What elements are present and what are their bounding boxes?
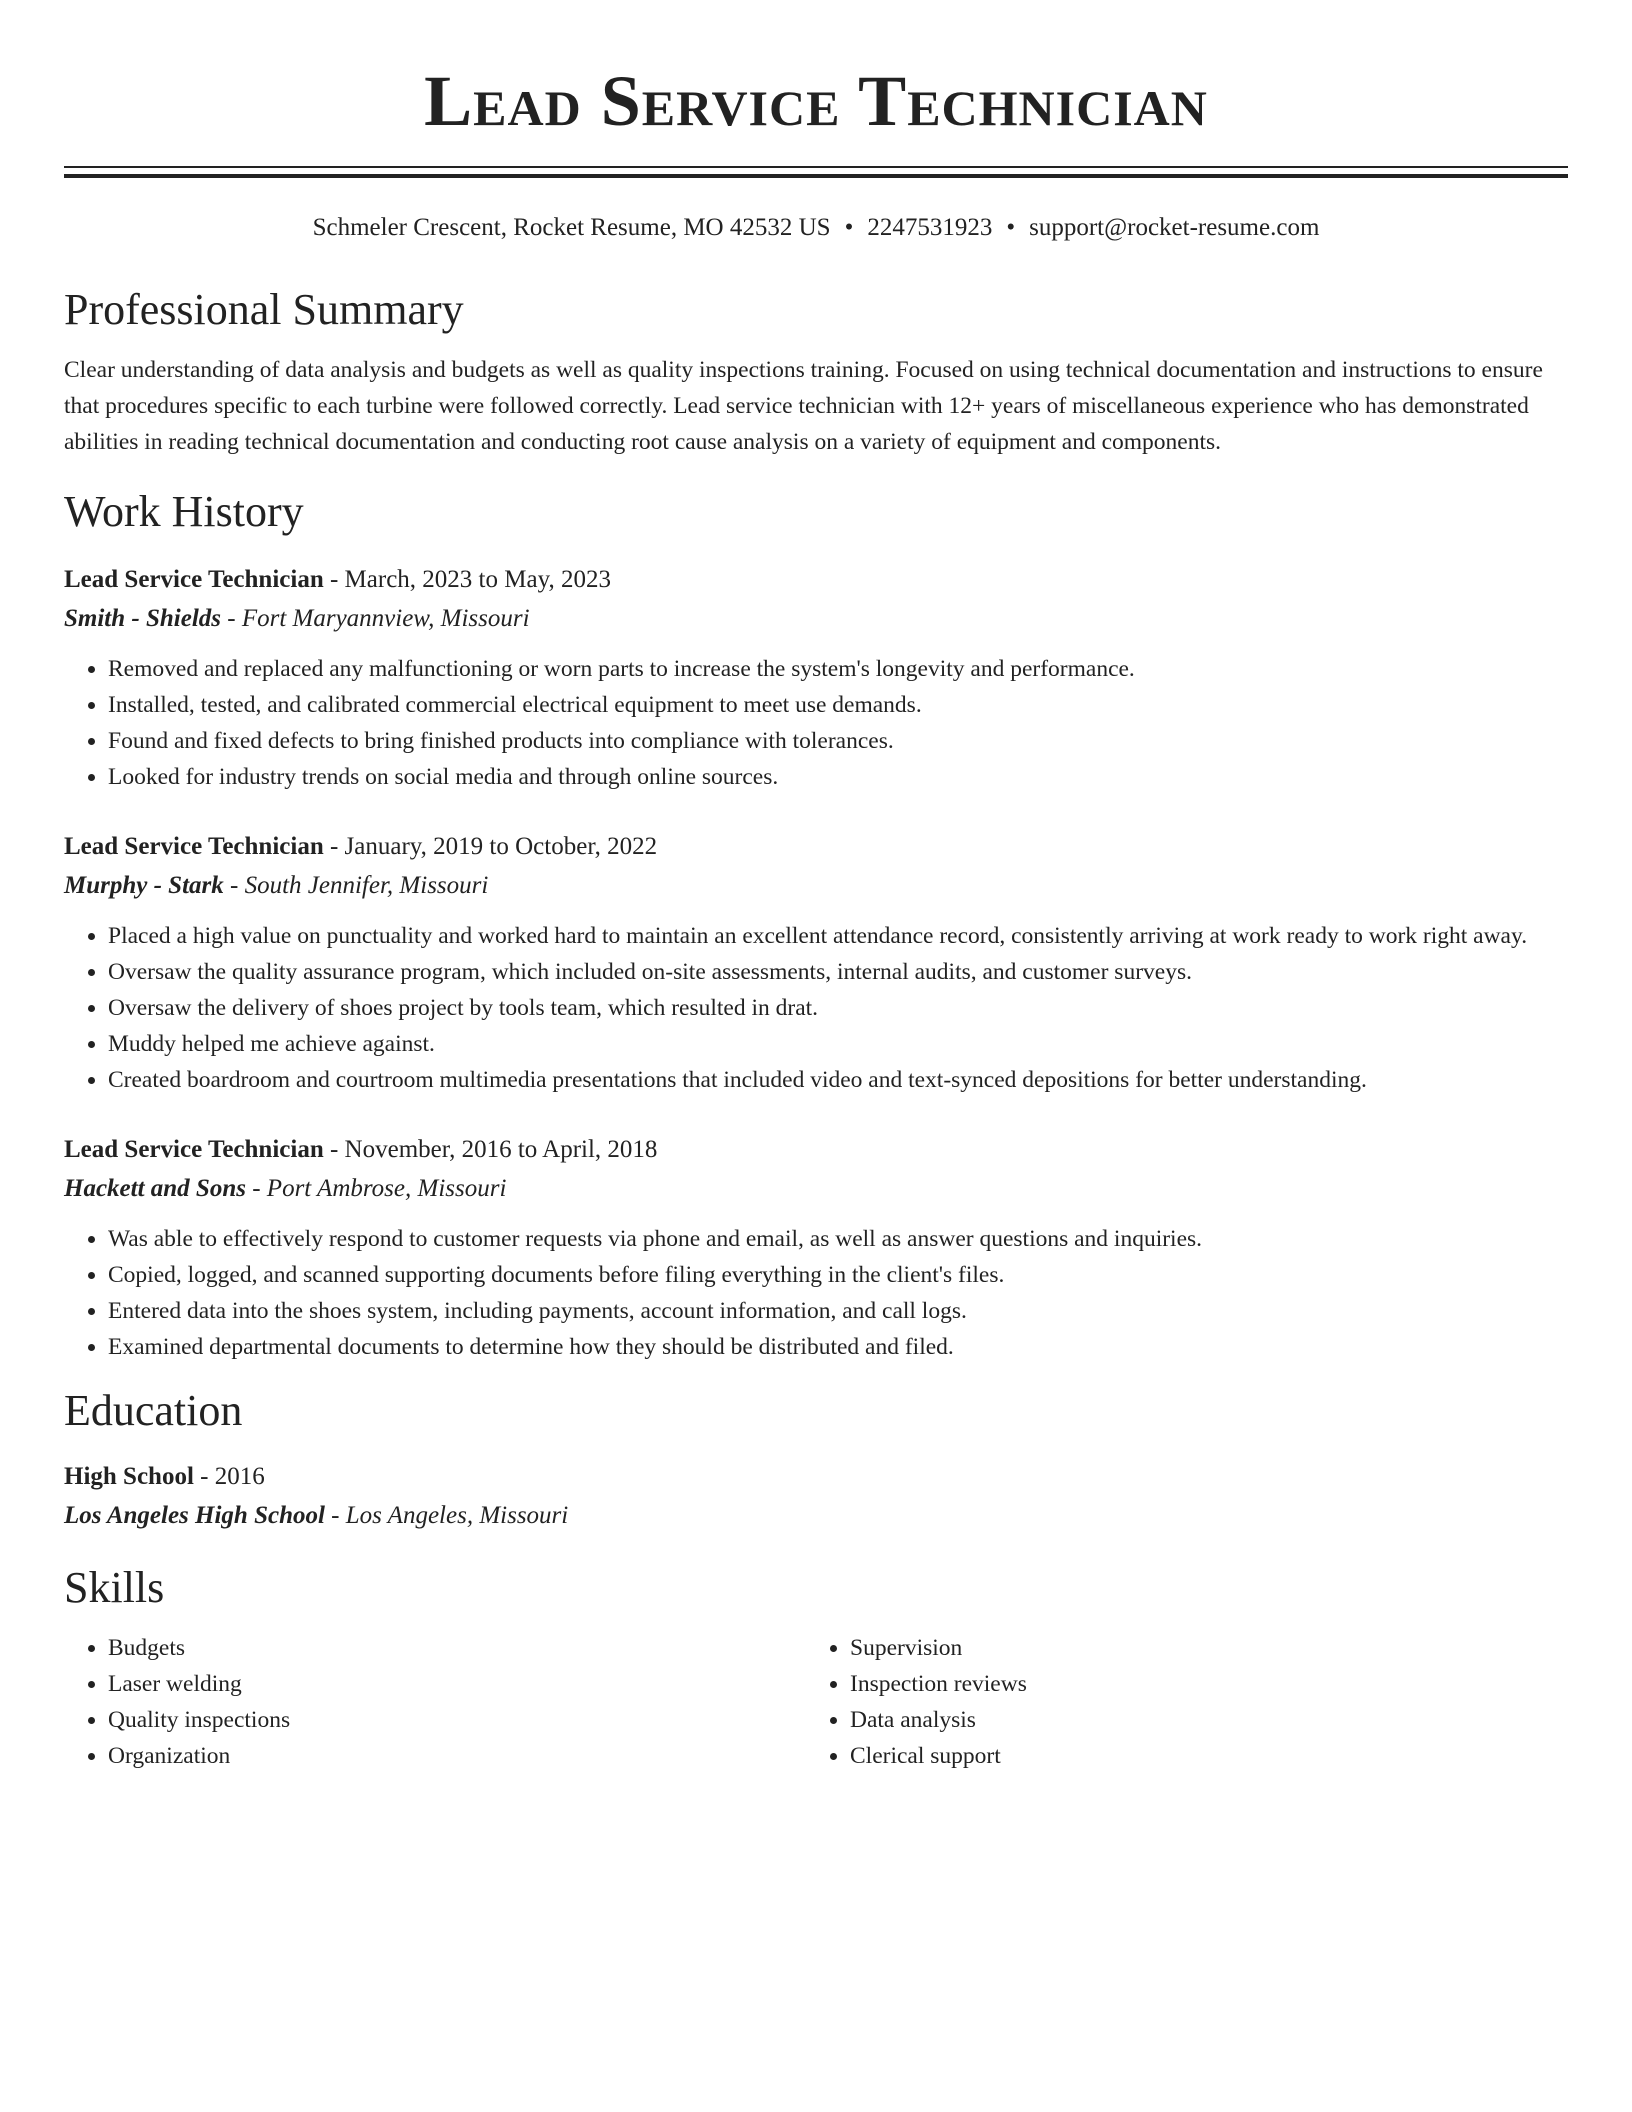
skill-item: • Budgets	[108, 1630, 806, 1666]
job-duty-item: • Removed and replaced any malfunctioning or worn parts to increase the system's longevity and performance.	[108, 651, 1568, 687]
job-duty-item: • Oversaw the delivery of shoes project by tools team, which resulted in drat.	[108, 990, 1568, 1026]
company-line	[64, 1171, 1568, 1207]
skill-item: • Supervision	[850, 1630, 1548, 1666]
skills-list	[806, 1630, 1548, 1774]
summary-text: Clear understanding of data analysis and budgets as well as quality inspections training. Focused on using technical documentation and instructions to ensure that procedures specific to each turbine were followed correctly. Lead service technician with 12+ years of miscellaneous experience who has demonstrated abilities in reading technical documentation and conducting root cause analysis on a variety of equipment and components.	[64, 357, 1543, 455]
job-title-line	[64, 829, 1568, 865]
job-duty-item: • Installed, tested, and calibrated commercial electrical equipment to meet use demands.	[108, 687, 1568, 723]
job-entry	[64, 562, 1568, 795]
company-line	[64, 868, 1568, 904]
job-duties-list	[64, 1221, 1568, 1365]
job-duties-list	[64, 918, 1568, 1098]
job-title: Lead Service Technician	[64, 833, 324, 860]
contact-phone: 2247531923	[867, 214, 993, 241]
skills-heading: Skills	[64, 1563, 165, 1612]
job-title: Lead Service Technician	[64, 1136, 324, 1163]
company-location: - South Jennifer, Missouri	[223, 872, 489, 899]
job-title: Lead Service Technician	[64, 566, 324, 593]
resume-title: Lead Service Technician	[424, 61, 1208, 141]
degree-line	[64, 1459, 1568, 1495]
job-duty-item: • Was able to effectively respond to customer requests via phone and email, as well as answer questions and inquiries.	[108, 1221, 1568, 1257]
contact-email: support@rocket-resume.com	[1029, 214, 1320, 241]
contact-address: Schmeler Crescent, Rocket Resume, MO 42532 US	[312, 214, 831, 241]
job-duty-item: • Created boardroom and courtroom multimedia presentations that included video and text-synced depositions for better understanding.	[108, 1062, 1568, 1098]
job-dates: - November, 2016 to April, 2018	[323, 1136, 658, 1163]
job-duty-item: • Looked for industry trends on social media and through online sources.	[108, 759, 1568, 795]
skill-item: • Quality inspections	[108, 1702, 806, 1738]
job-title-line	[64, 562, 1568, 598]
divider-thick-line	[64, 174, 1568, 178]
job-duty-item: • Oversaw the quality assurance program, which included on-site assessments, internal audits, and customer surveys.	[108, 954, 1568, 990]
job-duty-item: • Examined departmental documents to determine how they should be distributed and filed.	[108, 1329, 1568, 1365]
skills-grid	[64, 1630, 1568, 1774]
skill-item: • Laser welding	[108, 1666, 806, 1702]
company-line	[64, 601, 1568, 637]
divider-thin-line	[64, 166, 1568, 168]
job-entry	[64, 829, 1568, 1098]
job-duty-item: • Entered data into the shoes system, including payments, account information, and call logs.	[108, 1293, 1568, 1329]
job-dates: - January, 2019 to October, 2022	[323, 833, 658, 860]
skills-column-left	[64, 1630, 806, 1774]
education-entry	[64, 1459, 1568, 1534]
company-location: - Port Ambrose, Missouri	[245, 1175, 507, 1202]
company-name: Smith - Shields	[64, 605, 221, 632]
skill-item: • Organization	[108, 1738, 806, 1774]
degree-name: High School	[64, 1463, 194, 1490]
skills-column-right	[806, 1630, 1548, 1774]
job-entry	[64, 1132, 1568, 1365]
graduation-year: - 2016	[193, 1463, 265, 1490]
skills-list	[64, 1630, 806, 1774]
school-line	[64, 1498, 1568, 1534]
contact-separator: •	[1006, 214, 1016, 241]
company-name: Murphy - Stark	[64, 872, 224, 899]
work-history-heading: Work History	[64, 487, 304, 536]
contact-separator: •	[844, 214, 854, 241]
job-dates: - March, 2023 to May, 2023	[323, 566, 611, 593]
job-duty-item: • Copied, logged, and scanned supporting documents before filing everything in the client's files.	[108, 1257, 1568, 1293]
skill-item: • Inspection reviews	[850, 1666, 1548, 1702]
skill-item: • Data analysis	[850, 1702, 1548, 1738]
school-location: - Los Angeles, Missouri	[324, 1502, 569, 1529]
job-duties-list	[64, 651, 1568, 795]
job-duty-item: • Placed a high value on punctuality and worked hard to maintain an excellent attendance record, consistently arriving at work ready to work right away.	[108, 918, 1568, 954]
summary-heading: Professional Summary	[64, 285, 464, 334]
contact-info	[64, 212, 1568, 244]
education-heading: Education	[64, 1386, 243, 1435]
company-name: Hackett and Sons	[64, 1175, 246, 1202]
job-duty-item: • Muddy helped me achieve against.	[108, 1026, 1568, 1062]
job-duty-item: • Found and fixed defects to bring finished products into compliance with tolerances.	[108, 723, 1568, 759]
skill-item: • Clerical support	[850, 1738, 1548, 1774]
school-name: Los Angeles High School	[64, 1502, 325, 1529]
job-title-line	[64, 1132, 1568, 1168]
company-location: - Fort Maryannview, Missouri	[221, 605, 530, 632]
title-divider	[64, 166, 1568, 178]
